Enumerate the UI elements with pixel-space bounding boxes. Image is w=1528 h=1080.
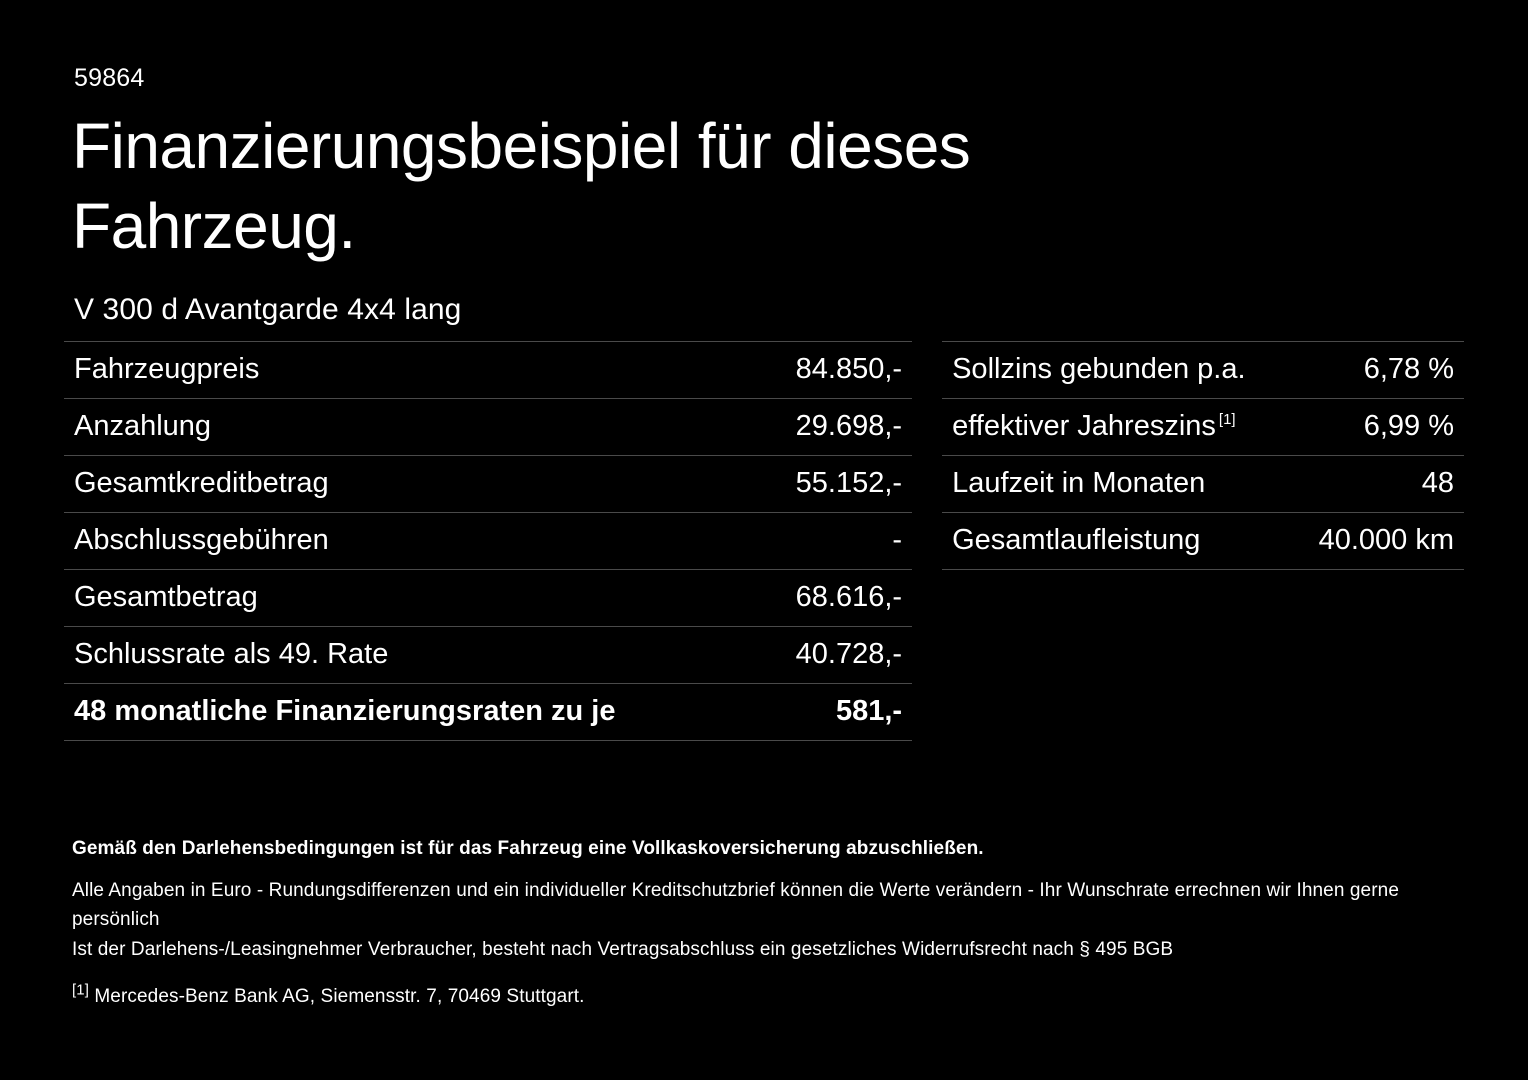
row-value: 48 [1421,467,1454,499]
row-label: Abschlussgebühren [74,524,329,556]
row-label: Gesamtbetrag [74,581,258,613]
row-label: Sollzins gebunden p.a. [952,353,1246,385]
finance-tables [0,341,1528,741]
footnote-line-2: Ist der Darlehens-/Leasingnehmer Verbraucher, besteht nach Vertragsabschluss ein gesetzliches Widerrufsrecht nach § 495 BGB [72,938,1174,960]
row-label: Anzahlung [74,410,212,442]
row-value: 40.728,- [795,638,903,670]
footnote-marker: [1] [1218,411,1236,429]
row-label: Laufzeit in Monaten [952,467,1206,499]
table-row [64,456,912,513]
row-label-text: effektiver Jahreszins [952,410,1216,442]
row-value: 6,99 % [1363,410,1454,442]
table-row [942,513,1464,570]
footnote-bank-text: Mercedes-Benz Bank AG, Siemensstr. 7, 70469 Stuttgart. [94,986,585,1008]
row-value: 40.000 km [1318,524,1454,556]
row-label [942,399,1236,456]
footnote-bank-reference [72,981,1462,1008]
table-row-monthly-rate [64,684,912,741]
table-row [64,570,912,627]
reference-id: 59864 [74,64,145,92]
row-value: 84.850,- [795,353,903,385]
footnote-line-1: Alle Angaben in Euro - Rundungsdifferenzen und ein individueller Kreditschutzbrief können die Werte verändern - Ihr Wunschrate errechnen wir Ihnen gerne persönlich [72,880,1399,931]
table-row [64,513,912,570]
table-row [64,399,912,456]
row-value: - [892,524,903,556]
cost-breakdown-table [64,341,912,741]
table-row [942,456,1464,513]
right-table-column [942,341,1464,741]
left-table-column [64,341,912,741]
row-value: 55.152,- [795,467,903,499]
table-row [942,342,1464,399]
row-label: Schlussrate als 49. Rate [74,638,389,670]
row-value: 29.698,- [795,410,903,442]
row-value: 581,- [835,695,903,727]
terms-table [942,341,1464,570]
row-label: Fahrzeugpreis [74,353,260,385]
vehicle-name: V 300 d Avantgarde 4x4 lang [74,293,462,326]
row-value: 68.616,- [795,581,903,613]
page-title: Finanzierungsbeispiel für dieses Fahrzeug. [72,110,971,262]
table-row [64,342,912,399]
footnote-marker: [1] [72,981,89,999]
row-label: Gesamtlaufleistung [952,524,1201,556]
row-label: 48 monatliche Finanzierungsraten zu je [74,695,616,727]
footnote-insurance-notice: Gemäß den Darlehensbedingungen ist für das Fahrzeug eine Vollkaskoversicherung abzuschließen. [72,838,984,859]
table-row [64,627,912,684]
row-value: 6,78 % [1363,353,1454,385]
row-label: Gesamtkreditbetrag [74,467,329,499]
footnotes-block [72,838,1462,1008]
table-row [942,399,1464,456]
